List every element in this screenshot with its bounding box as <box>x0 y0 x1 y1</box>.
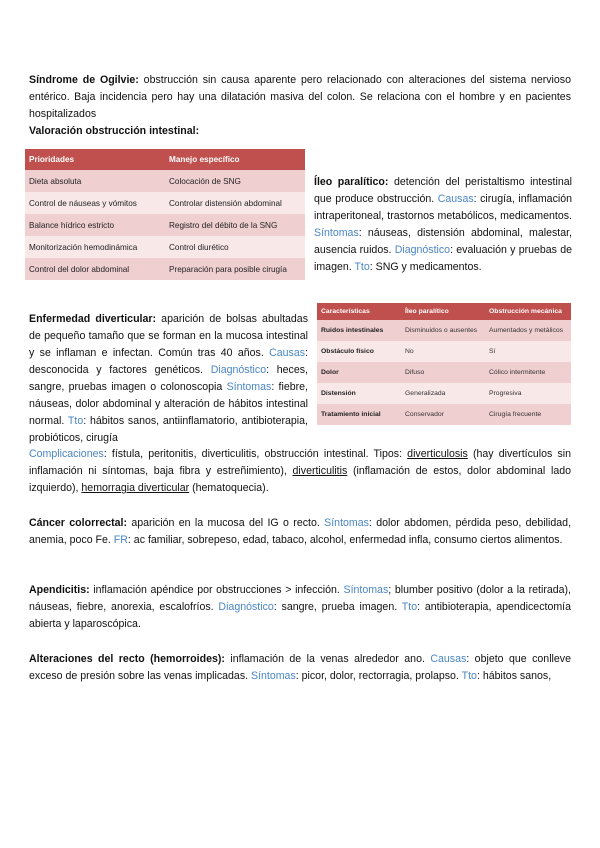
table-row <box>25 170 305 192</box>
table-cell: Ruidos intestinales <box>317 320 401 341</box>
table-row <box>25 236 305 258</box>
table-cell: Registro del débito de la SNG <box>165 214 305 236</box>
ileo-paragraph: Íleo paralítico: detención del peristaltismo intestinal que produce obstrucción. Causas: cirugía, inflamación intraperitoneal, trastornos metabólicos, medicamentos. Síntomas: náuseas, distensión abdominal, malestar, ausencia ruidos. Diagnóstico: evaluación y pruebas de imagen. Tto: SNG y medicamentos. <box>314 176 573 273</box>
table-cell: Dolor <box>317 362 401 383</box>
sintomas-label: Síntomas <box>251 670 296 682</box>
table-cell: Obstáculo físico <box>317 341 401 362</box>
apendicitis-paragraph: Apendicitis: inflamación apéndice por obstrucciones > infección. Síntomas; blumber positivo (dolor a la retirada), náuseas, fiebre, anorexia, escalofríos. Diagnóstico: sangre, prueba imagen. Tto: antibioterapia, apendicectomía abierta y laparoscópica. <box>29 584 571 630</box>
table-cell: Progresiva <box>485 383 571 404</box>
table-cell: Colocación de SNG <box>165 170 305 192</box>
ogilvie-paragraph <box>29 72 571 123</box>
table-cell: Cirugía frecuente <box>485 404 571 425</box>
table-cell: Disminuidos o ausentes <box>401 320 485 341</box>
table-cell: Monitorización hemodinámica <box>25 236 165 258</box>
ogilvie-title: Síndrome de Ogilvie: <box>29 74 139 86</box>
comparison-table <box>317 303 571 425</box>
priorities-table-header <box>25 149 305 170</box>
table-row <box>317 341 571 362</box>
table-row <box>25 214 305 236</box>
recto-paragraph: Alteraciones del recto (hemorroides): inflamación de la venas alrededor ano. Causas: objeto que conlleve exceso de presión sobre las venas implicadas. Síntomas: picor, dolor, rectorragia, prolapso. Tto: hábitos sanos, <box>29 653 571 682</box>
table-cell: Control diurético <box>165 236 305 258</box>
causas-label: Causas <box>269 347 306 359</box>
table-cell: Conservador <box>401 404 485 425</box>
table-row <box>317 320 571 341</box>
table-cell: Preparación para posible cirugía <box>165 258 305 280</box>
diverticular-paragraph: Enfermedad diverticular: aparición de bolsas abultadas de pequeño tamaño que se forman en la mucosa intestinal y se inflaman e infectan. Común tras 40 años. Causas: desconocida y factores genéticos. Diagnóstico: heces, sangre, pruebas imagen o colonoscopia Síntomas: fiebre, náuseas, dolor abdominal y alteración de hábitos intestinal normal. Tto: hábitos sanos, antiinflamatorio, antibioterapia, probióticos, cirugía <box>29 313 308 444</box>
diagnostico-label: Diagnóstico <box>210 364 267 376</box>
table-row <box>25 192 305 214</box>
table-cell: Tratamiento inicial <box>317 404 401 425</box>
tto-label: Tto <box>461 670 477 682</box>
table-cell: Cólico intermitente <box>485 362 571 383</box>
ileo-title: Íleo paralítico: <box>314 176 389 188</box>
sintomas-label: Síntomas <box>324 517 369 529</box>
diverticulitis-term: diverticulitis <box>292 465 348 477</box>
table-cell: Aumentados y metálicos <box>485 320 571 341</box>
table-row <box>25 258 305 280</box>
causas-label: Causas <box>430 653 467 665</box>
table-cell: Control de náuseas y vómitos <box>25 192 165 214</box>
table-cell: Balance hídrico estricto <box>25 214 165 236</box>
diagnostico-label: Diagnóstico <box>394 244 451 256</box>
sintomas-label: Síntomas <box>226 381 272 393</box>
table-row <box>317 404 571 425</box>
valoracion-heading: Valoración obstrucción intestinal: <box>29 125 200 137</box>
table-cell: Distensión <box>317 383 401 404</box>
tto-label: Tto <box>401 601 418 613</box>
complicaciones-label: Complicaciones <box>29 448 104 460</box>
table-header-cell: Características <box>317 303 401 320</box>
table-cell: Generalizada <box>401 383 485 404</box>
diverticular-complications: Complicaciones: fístula, peritonitis, diverticulitis, obstrucción intestinal. Tipos: diverticulosis (hay divertículos sin inflamación ni síntomas, baja fibra y estreñimiento), diverticulitis (inflamación de estos, dolor abdominal lado izquierdo), hemorragia diverticular (hematoquecia). <box>29 448 572 494</box>
table-cell: Controlar distensión abdominal <box>165 192 305 214</box>
table-row <box>317 362 571 383</box>
tto-label: Tto <box>67 415 84 427</box>
cancer-title: Cáncer colorrectal: <box>29 517 127 529</box>
table-header-cell: Manejo específico <box>165 149 305 170</box>
ogilvie-text: obstrucción sin causa aparente pero relacionado con alteraciones del sistema nervioso entérico. Baja incidencia pero hay una dilatación masiva del colon. Se relaciona con el hombre y en pacientes hospitalizados <box>29 74 571 120</box>
fr-label: FR <box>113 534 128 546</box>
diverticulosis-term: diverticulosis <box>407 448 468 460</box>
diagnostico-label: Diagnóstico <box>218 601 274 613</box>
table-cell: Dieta absoluta <box>25 170 165 192</box>
cancer-paragraph: Cáncer colorrectal: aparición en la mucosa del IG o recto. Síntomas: dolor abdomen, pérdida peso, debilidad, anemia, poco Fe. FR: ac familiar, sobrepeso, edad, tabaco, alcohol, enfermedad infla, consumo ciertos alimentos. <box>29 517 572 546</box>
diverticular-title: Enfermedad diverticular: <box>29 313 157 325</box>
sintomas-label: Síntomas <box>343 584 389 596</box>
sintomas-label: Síntomas <box>314 227 359 239</box>
comparison-table-header <box>317 303 571 320</box>
tto-label: Tto <box>354 261 370 273</box>
table-row <box>317 383 571 404</box>
table-header-cell: Íleo paralítico <box>401 303 485 320</box>
hemorragia-term: hemorragia diverticular <box>81 482 190 494</box>
recto-title: Alteraciones del recto (hemorroides): <box>29 653 225 665</box>
table-header-cell: Prioridades <box>25 149 165 170</box>
table-cell: Difuso <box>401 362 485 383</box>
causas-label: Causas <box>437 193 474 205</box>
apendicitis-title: Apendicitis: <box>29 584 90 596</box>
table-cell: Control del dolor abdominal <box>25 258 165 280</box>
table-cell: No <box>401 341 485 362</box>
table-header-cell: Obstrucción mecánica <box>485 303 571 320</box>
priorities-table <box>25 149 305 280</box>
table-cell: Sí <box>485 341 571 362</box>
